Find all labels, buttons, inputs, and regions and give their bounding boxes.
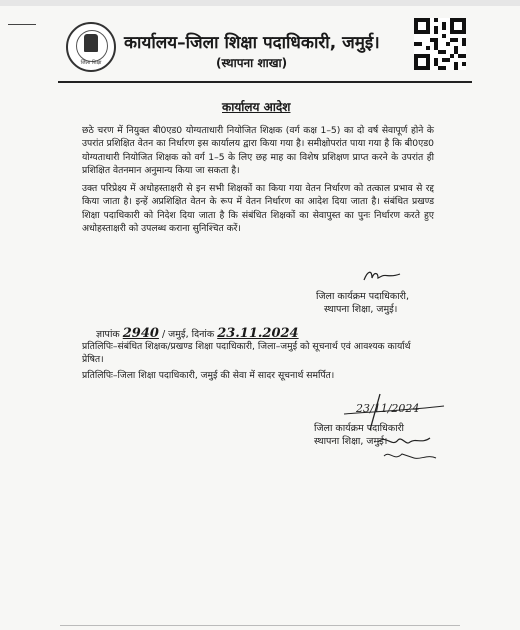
copy-to-2: प्रतिलिपिः–जिला शिक्षा पदाधिकारी, जमुई की सेवा में सादर सूचनार्थ समर्पित। bbox=[82, 370, 335, 381]
logo-text: जिला शिक्षा bbox=[80, 60, 102, 66]
copy-to-1: प्रतिलिपिः–संबंधित शिक्षक/प्रखण्ड शिक्षा पदाधिकारी, जिला–जमुई को सूचनार्थ एवं आवश्यक कार्यार्थ प्रेषित। bbox=[82, 341, 411, 365]
signature-scribble bbox=[360, 266, 404, 286]
signature-scribble-2 bbox=[374, 432, 444, 466]
svg-text:23/11/2024: 23/11/2024 bbox=[356, 402, 420, 415]
signature-2-office: स्थापना शिक्षा, जमुई। bbox=[314, 436, 388, 447]
order-paragraph-1: छठे चरण में नियुक्त बी0एड0 योग्यताधारी नियोजित शिक्षक (वर्ग कक्ष 1–5) का दो वर्ष सेवापूर्ण होने के उपरांत प्रशिक्षित वेतन का निर्धारण इस कार्यालय द्वारा किया गया है। समीक्षोपरांत पाया गया है कि बी0एड0 योग्यताधारी नियोजित शिक्षक को वर्ग 1–5 के लिए छह माह का विशेष प्रशिक्षण प्राप्त करने के उपरांत ही प्रशिक्षित वेतनमान अनुमान्य किया जा सकता है। bbox=[82, 125, 434, 176]
memo-middle: / जमुई, दिनांक bbox=[161, 329, 215, 340]
signature-1-office: स्थापना शिक्षा, जमुई। bbox=[324, 304, 398, 315]
header-rule bbox=[58, 81, 472, 83]
order-paragraph-2: उक्त परिप्रेक्ष्य में अधोहस्ताक्षरी से इन सभी शिक्षकों का किया गया वेतन निर्धारण को तत्काल प्रभाव से रद्द किया जाता है। इन्हें अप्रशिक्षित वेतन के रूप में वेतन निर्धारण का आदेश दिया जाता है। संबंधित प्रखण्ड शिक्षा पदाधिकारी को निदेश दिया जाता है कि संबंधित शिक्षकों का सेवापुस्त का पुनः निर्धारण करते हुए अधोहस्ताक्षरी को उपलब्ध कराना सुनिश्चित करें। bbox=[82, 183, 434, 234]
order-title: कार्यालय आदेश bbox=[222, 100, 291, 114]
office-title: कार्यालय–जिला शिक्षा पदाधिकारी, जमुई। bbox=[124, 33, 380, 53]
signature-block-1 bbox=[316, 290, 409, 316]
page-bottom-edge bbox=[60, 625, 460, 626]
office-subtitle: (स्थापना शाखा) bbox=[216, 56, 288, 70]
memo-prefix: ज्ञापांक bbox=[96, 329, 120, 340]
signature-2-designation: जिला कार्यक्रम पदाधिकारी bbox=[314, 423, 405, 434]
district-logo bbox=[66, 22, 116, 72]
memo-reference bbox=[96, 326, 299, 341]
corner-mark bbox=[8, 24, 36, 25]
signature-1-designation: जिला कार्यक्रम पदाधिकारी, bbox=[316, 291, 410, 302]
qr-code-icon bbox=[414, 18, 466, 70]
memo-date: 23.11.2024 bbox=[217, 326, 299, 341]
emblem-icon bbox=[84, 34, 98, 52]
top-strip bbox=[0, 0, 520, 6]
memo-number: 2940 bbox=[122, 326, 159, 341]
